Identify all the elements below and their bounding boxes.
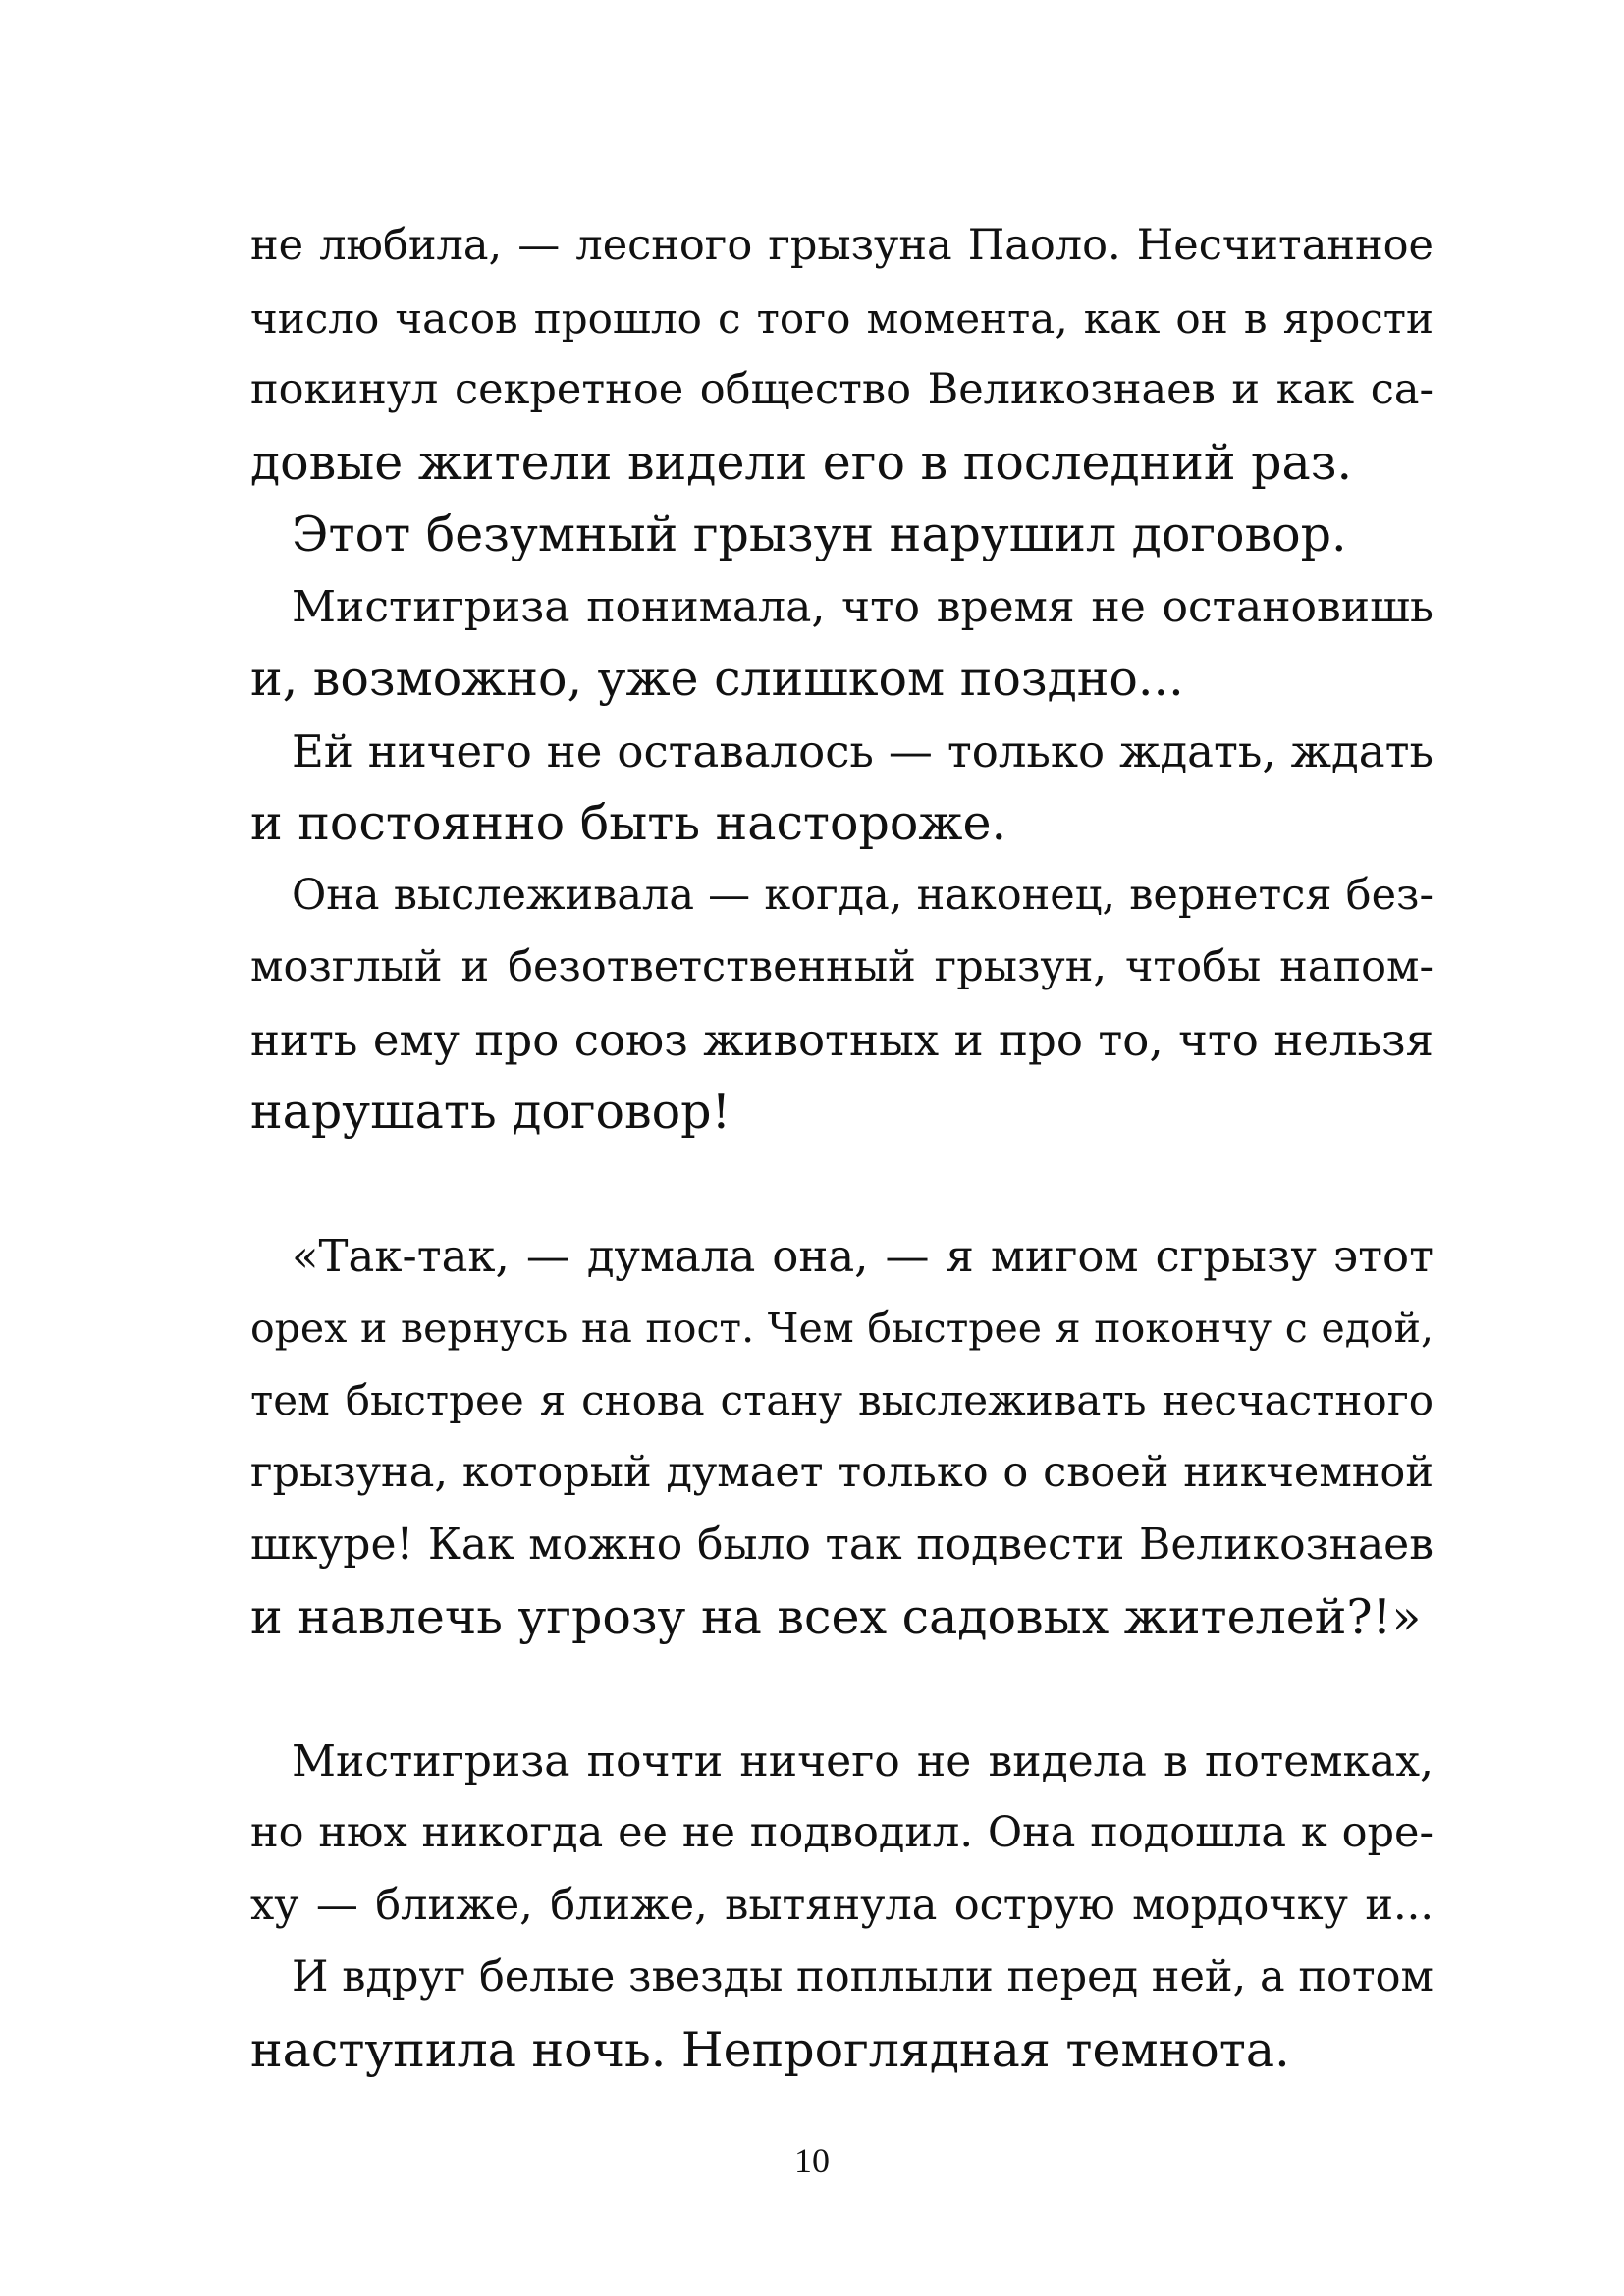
- text-line: но нюх никогда ее не подводил. Она подошла к оре-: [250, 1808, 1434, 1857]
- text-line: не любила, — лесного грызуна Паоло. Несчитанное: [250, 221, 1434, 270]
- text-line: шкуре! Как можно было так подвести Великознаев: [250, 1520, 1434, 1570]
- text-line: наступила ночь. Непроглядная темнота.: [250, 2021, 1290, 2078]
- text-line: покинул секретное общество Великознаев и как са-: [250, 365, 1434, 414]
- paragraph-spacer: [250, 1148, 1434, 1221]
- text-line: и навлечь угрозу на всех садовых жителей?!»: [250, 1588, 1422, 1645]
- text-line: Она выслеживала — когда, наконец, вернется без-: [292, 870, 1434, 920]
- text-line: нить ему про союз животных и про то, что нельзя: [250, 1013, 1434, 1066]
- paragraph-spacer: [250, 1653, 1434, 1726]
- text-line: «Так-так, — думала она, — я мигом сгрызу этот: [292, 1230, 1434, 1282]
- page-number: 10: [794, 2141, 830, 2180]
- body-text: [250, 210, 1434, 2086]
- text-line: Этот безумный грызун нарушил договор.: [292, 507, 1347, 562]
- text-line: мозглый и безответственный грызун, чтобы напом-: [250, 942, 1434, 991]
- text-line: И вдруг белые звезды поплыли перед ней, а потом: [292, 1952, 1434, 2002]
- text-line: довые жители видели его в последний раз.: [250, 434, 1353, 491]
- text-line: число часов прошло с того момента, как он в ярости: [250, 294, 1434, 343]
- text-line: Ей ничего не оставалось — только ждать, ждать: [292, 724, 1434, 777]
- text-line: ху — ближе, ближе, вытянула острую мордочку и...: [250, 1880, 1434, 1930]
- text-line: тем быстрее я снова стану выслеживать несчастного: [250, 1376, 1434, 1424]
- text-line: Мистигриза почти ничего не видела в потемках,: [292, 1735, 1434, 1787]
- text-line: Мистигриза понимала, что время не остановишь: [292, 581, 1434, 632]
- text-line: и, возможно, уже слишком поздно...: [250, 651, 1184, 707]
- text-line: и постоянно быть настороже.: [250, 795, 1007, 851]
- text-line: нарушать договор!: [250, 1084, 731, 1140]
- text-line: грызуна, который думает только о своей никчемной: [250, 1447, 1434, 1497]
- text-line: орех и вернусь на пост. Чем быстрее я покончу с едой,: [250, 1304, 1434, 1352]
